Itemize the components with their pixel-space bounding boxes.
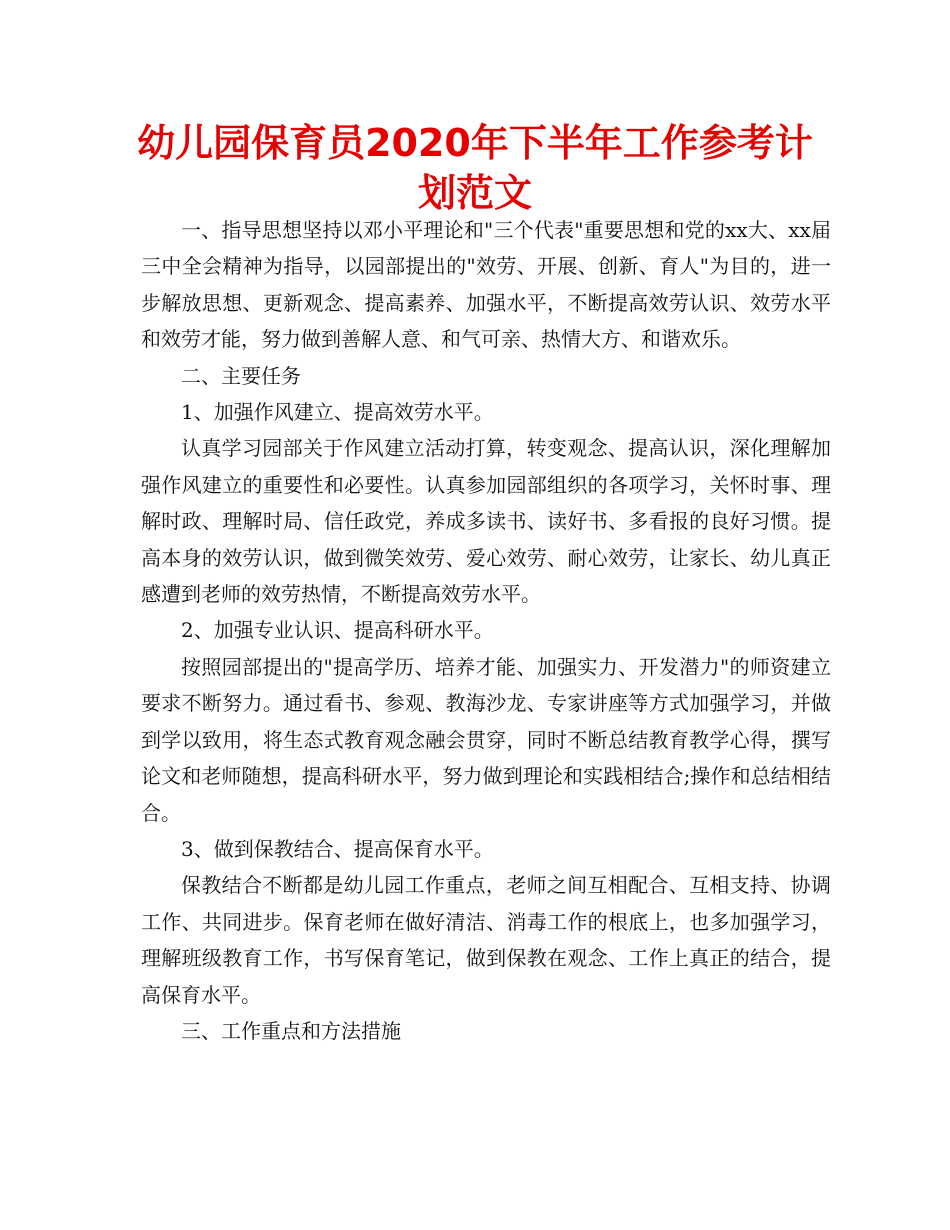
document-title: 幼儿园保育员2020年下半年工作参考计划范文 [137, 121, 813, 215]
paragraph-guiding-ideology: 一、指导思想坚持以邓小平理论和"三个代表"重要思想和党的xx大、xx届三中全会精神为指导，以园部提出的"效劳、开展、创新、育人"为目的，进一步解放思想、更新观念、提高素养、加强水平，不断提高效劳认识、效劳水平和效劳才能，努力做到善解人意、和气可亲、热情大方、和谐欢乐。 [141, 218, 831, 352]
paragraph-task-3: 保教结合不断都是幼儿园工作重点，老师之间互相配合、互相支持、协调工作、共同进步。保育老师在做好清洁、消毒工作的根底上，也多加强学习，理解班级教育工作，书写保育笔记，做到保教在观念、工作上真正的结合，提高保育水平。 [141, 873, 831, 1007]
heading-work-focus: 三、工作重点和方法措施 [181, 1018, 401, 1043]
subheading-task-3: 3、做到保教结合、提高保育水平。 [181, 836, 494, 861]
subheading-task-1: 1、加强作风建立、提高效劳水平。 [181, 400, 494, 425]
paragraph-task-2: 按照园部提出的"提高学历、培养才能、加强实力、开发潜力"的师资建立要求不断努力。通过看书、参观、教海沙龙、专家讲座等方式加强学习，并做到学以致用，将生态式教育观念融会贯穿，同时不断总结教育教学心得，撰写论文和老师随想，提高科研水平，努力做到理论和实践相结合;操作和总结相结合。 [141, 654, 831, 825]
heading-main-tasks: 二、主要任务 [181, 363, 301, 388]
paragraph-task-1: 认真学习园部关于作风建立活动打算，转变观念、提高认识，深化理解加强作风建立的重要性和必要性。认真参加园部组织的各项学习，关怀时事、理解时政、理解时局、信任政党，养成多读书、读好书、多看报的良好习惯。提高本身的效劳认识，做到微笑效劳、爱心效劳、耐心效劳，让家长、幼儿真正感遭到老师的效劳热情，不断提高效劳水平。 [141, 436, 831, 607]
document-body [141, 212, 831, 1049]
subheading-task-2: 2、加强专业认识、提高科研水平。 [181, 618, 494, 643]
